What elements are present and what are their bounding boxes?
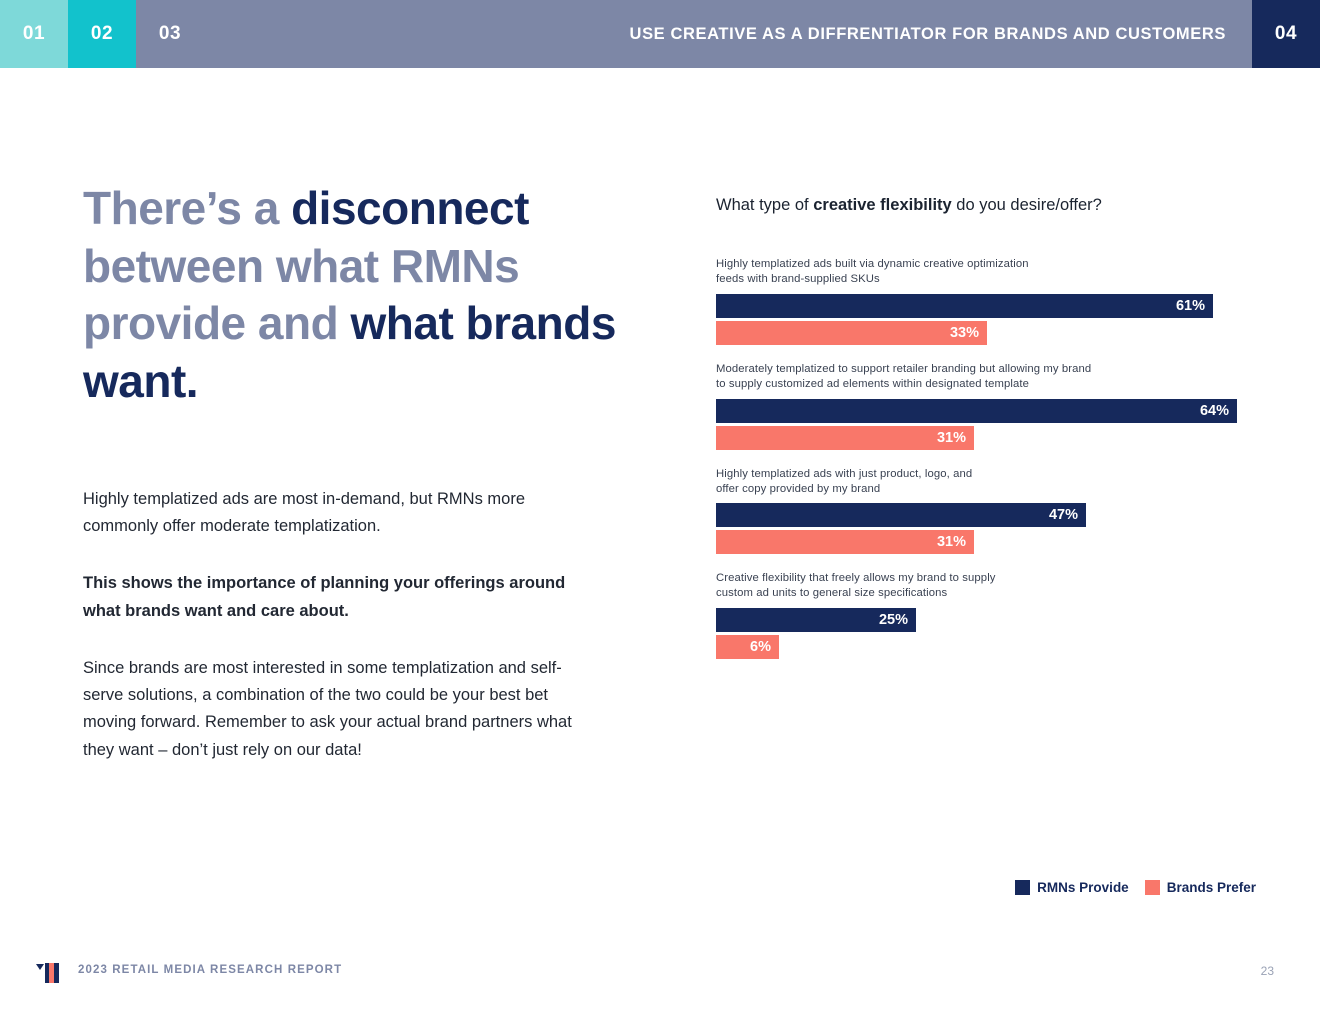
nav-chip-01[interactable]: [0, 0, 68, 68]
chart-column: [716, 196, 1256, 676]
headline-part-2: disconnect: [291, 182, 529, 234]
bar-group-label: [716, 362, 1256, 392]
bar-rmns-provide: [716, 399, 1237, 423]
bar-group-label: [716, 257, 1256, 287]
bar-group-label: [716, 571, 1256, 601]
bar-value-label: 25%: [878, 612, 908, 629]
bar-row-prefer: [716, 321, 1256, 345]
chart-legend: [716, 880, 1256, 895]
bar-group-label-line: to supply customized ad elements within designated template: [716, 377, 1029, 390]
bar-value-label: 33%: [949, 324, 979, 341]
bar-value-label: 31%: [936, 429, 966, 446]
legend-label: Brands Prefer: [1166, 880, 1256, 895]
nav-chip-02[interactable]: [68, 0, 136, 68]
legend-swatch-icon: [1145, 880, 1160, 895]
section-title: USE CREATIVE AS A DIFFRENTIATOR FOR BRANDS AND CUSTOMERS: [629, 24, 1226, 43]
headline-part-3: between what RMNs provide and: [83, 239, 520, 349]
bar-row-prefer: [716, 635, 1256, 659]
footer-report-title: 2023 RETAIL MEDIA RESEARCH REPORT: [78, 964, 343, 976]
page-footer: [0, 948, 1320, 1020]
bar-row-provide: [716, 399, 1256, 423]
body-paragraph-2: This shows the importance of planning your offerings around what brands want and care about.: [83, 574, 566, 620]
bar-value-label: 31%: [936, 534, 966, 551]
bar-brands-prefer: [716, 530, 974, 554]
chart-question-post: do you desire/offer?: [951, 196, 1102, 214]
body-paragraph-3: Since brands are most interested in some templatization and self-serve solutions, a combination of the two could be your best bet moving forward. Remember to ask your actual brand partners what they want – don’t just rely on our data!: [83, 658, 572, 759]
bar-brands-prefer: [716, 426, 974, 450]
bar-row-prefer: [716, 426, 1256, 450]
bar-value-label: 47%: [1048, 507, 1078, 524]
bar-group-label-line: offer copy provided by my brand: [716, 482, 881, 495]
legend-label: RMNs Provide: [1037, 880, 1129, 895]
brand-logo-icon: [36, 962, 64, 984]
nav-chip-02-label: 02: [90, 23, 114, 44]
body-text-block: [83, 486, 583, 764]
page-number: 23: [1260, 964, 1274, 978]
legend-item-rmns-provide: [1015, 880, 1129, 895]
bar-rmns-provide: [716, 608, 916, 632]
nav-chip-01-label: 01: [22, 23, 46, 44]
bar-group-label-line: Highly templatized ads built via dynamic creative optimization: [716, 258, 1029, 270]
bar-row-prefer: [716, 530, 1256, 554]
chart-question-pre: What type of: [716, 196, 814, 214]
bar-value-label: 64%: [1199, 402, 1229, 419]
bar-group-label-line: Highly templatized ads with just product, logo, and: [716, 467, 973, 480]
body-paragraph-1: Highly templatized ads are most in-demand, but RMNs more commonly offer moderate templatization.: [83, 490, 526, 536]
top-navigation-bar: [0, 0, 1320, 68]
chart-group: [716, 362, 1256, 450]
bar-group-label-line: feeds with brand-supplied SKUs: [716, 272, 880, 285]
nav-chip-03[interactable]: [136, 0, 204, 68]
bar-row-provide: [716, 503, 1256, 527]
bar-brands-prefer: [716, 635, 779, 659]
bar-row-provide: [716, 608, 1256, 632]
bar-value-label: 61%: [1175, 297, 1205, 314]
bar-group-label-line: Creative flexibility that freely allows my brand to supply: [716, 572, 996, 585]
left-content-column: [83, 180, 643, 794]
headline-part-1: There’s a: [83, 182, 292, 234]
bar-rmns-provide: [716, 294, 1213, 318]
bar-rmns-provide: [716, 503, 1086, 527]
bar-group-label-line: custom ad units to general size specifications: [716, 587, 948, 600]
legend-swatch-icon: [1015, 880, 1030, 895]
chart-question-bold: creative flexibility: [813, 196, 952, 214]
chart-group: [716, 467, 1256, 555]
bar-value-label: 6%: [750, 639, 771, 656]
bar-group-label-line: Moderately templatized to support retailer branding but allowing my brand: [716, 362, 1092, 375]
bar-brands-prefer: [716, 321, 987, 345]
nav-chip-03-label: 03: [158, 23, 182, 44]
chart-group: [716, 257, 1256, 345]
page-title: [83, 180, 643, 410]
headline-part-4: what brands want.: [83, 297, 616, 407]
bar-group-label: [716, 467, 1256, 497]
chart-group: [716, 571, 1256, 659]
section-title-band: [204, 0, 1252, 68]
nav-chip-04-label: 04: [1274, 23, 1298, 44]
chart-question: [716, 196, 1256, 215]
legend-item-brands-prefer: [1145, 880, 1256, 895]
bar-row-provide: [716, 294, 1256, 318]
nav-chip-04-active[interactable]: [1252, 0, 1320, 68]
